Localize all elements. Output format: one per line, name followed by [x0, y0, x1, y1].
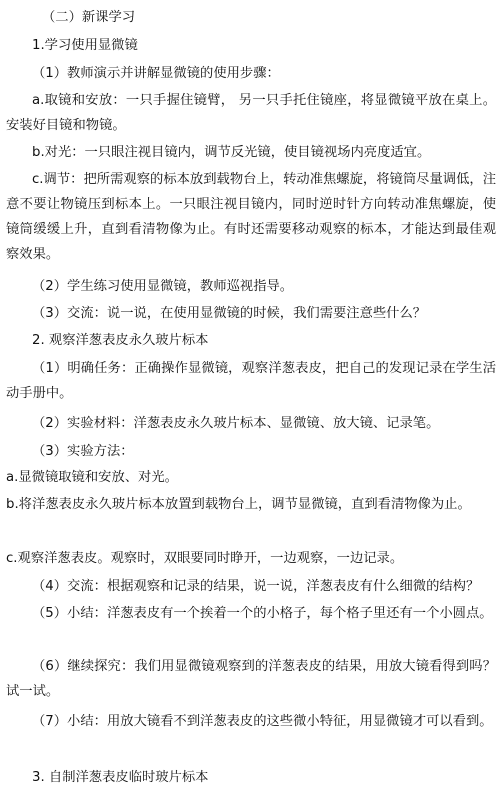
sec2-item-2: （2）实验材料：洋葱表皮永久玻片标本、显微镜、放大镜、记录笔。	[32, 416, 440, 431]
step-1-b: b.对光：一只眼注视目镜内，调节反光镜，使目镜视场内亮度适宜。	[32, 145, 431, 160]
step-3: （3）交流：说一说，在使用显微镜的时候，我们需要注意些什么？	[32, 306, 427, 321]
step-1-title: （1）教师演示并讲解显微镜的使用步骤：	[32, 66, 280, 81]
step-1-c: c.调节：把所需观察的标本放到载物台上，转动准焦螺旋，将镜筒尽量调低，注意不要让物镜压到标本上。一只眼注视目镜内，同时逆时针方向转动准焦螺旋，使镜筒缓缓上升，直到看清物像为止。有时还需要移动观察的标本，才能达到最佳观察效果。	[6, 172, 496, 262]
subsection-title-2: 2. 观察洋葱表皮永久玻片标本	[32, 333, 209, 348]
sec2-item-3a: a.显微镜取镜和安放、对光。	[6, 470, 178, 485]
subsection-title-1: 1.学习使用显微镜	[32, 38, 138, 53]
sec2-item-3b: b.将洋葱表皮永久玻片标本放置到载物台上，调节显微镜，直到看清物像为止。	[6, 497, 471, 512]
sec2-item-4: （4）交流：根据观察和记录的结果，说一说，洋葱表皮有什么细微的结构？	[32, 579, 480, 594]
step-1-a: a.取镜和安放：一只手握住镜臂， 另一只手托住镜座，将显微镜平放在桌上。安装好目镜和物镜。	[6, 93, 496, 133]
subsection-title-3: 3. 自制洋葱表皮临时玻片标本	[32, 770, 209, 785]
step-2: （2）学生练习使用显微镜，教师巡视指导。	[32, 279, 294, 294]
sec2-item-3: （3）实验方法：	[32, 444, 134, 459]
sec2-item-1: （1）明确任务：正确操作显微镜，观察洋葱表皮，把自己的发现记录在学生活动手册中。	[6, 361, 496, 401]
sec2-item-7: （7）小结：用放大镜看不到洋葱表皮的这些微小特征，用显微镜才可以看到。	[32, 714, 493, 729]
section-heading: （二）新课学习	[42, 10, 136, 25]
sec2-item-3c: c.观察洋葱表皮。观察时，双眼要同时睁开，一边观察，一边记录。	[6, 551, 404, 566]
sec2-item-5: （5）小结：洋葱表皮有一个挨着一个的小格子，每个格子里还有一个小圆点。	[32, 606, 493, 621]
sec2-item-6: （6）继续探究：我们用显微镜观察到的洋葱表皮的结果，用放大镜看得到吗？试一试。	[6, 659, 496, 699]
